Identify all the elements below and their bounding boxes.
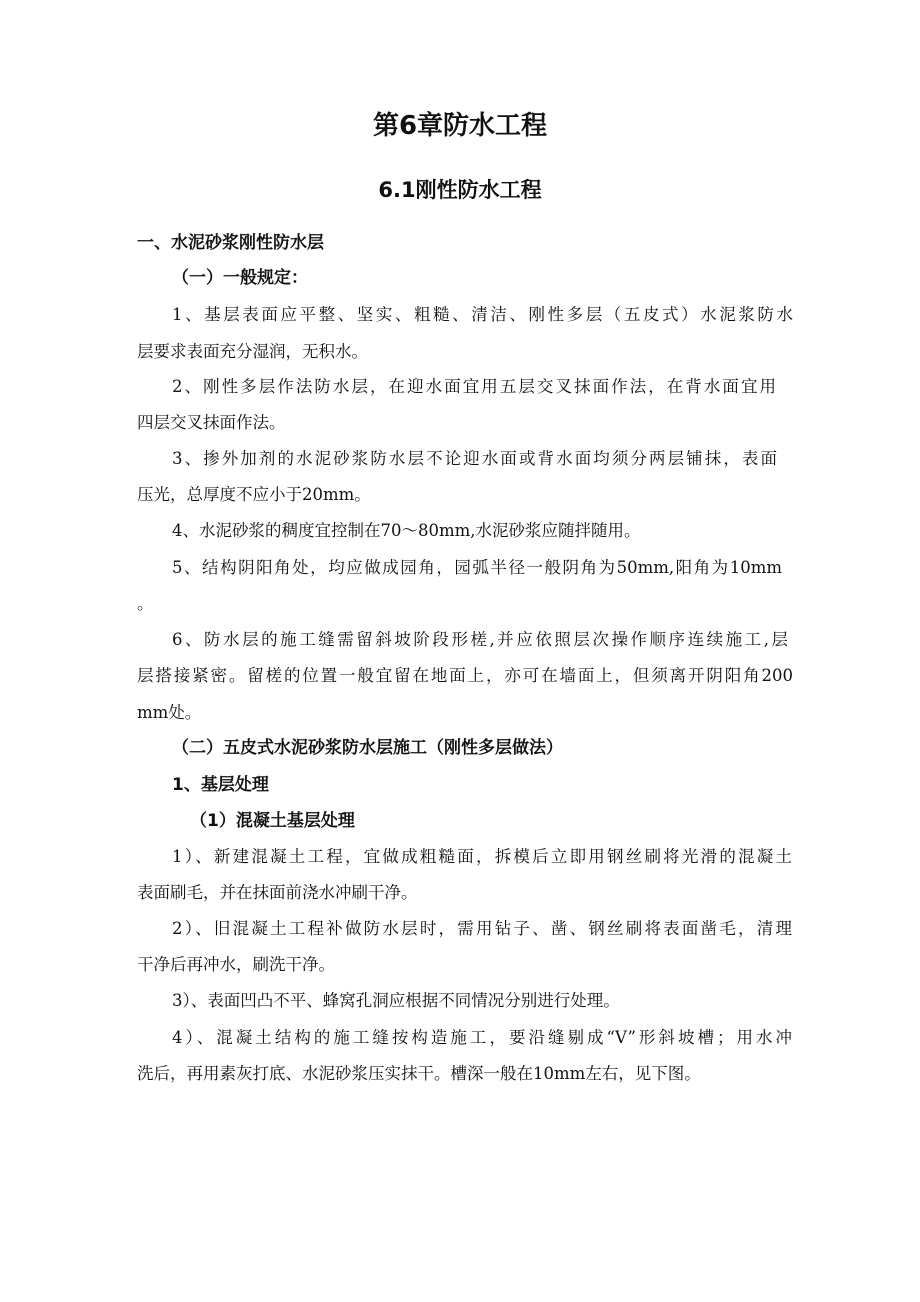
item-3-line-2: 压光，总厚度不应小于20mm。 [137, 485, 371, 504]
step-1-line-1: 1）、新建混凝土工程，宜做成粗糙面，拆模后立即用钢丝刷将光滑的混凝土 [172, 847, 792, 866]
item-1-line-1: 1、基层表面应平整、坚实、粗糙、清洁、刚性多层（五皮式）水泥浆防水 [172, 305, 793, 324]
chapter-title: 第6章防水工程 [372, 111, 548, 141]
item-3-line-1: 3、掺外加剂的水泥砂浆防水层不论迎水面或背水面均须分两层铺抹，表面 [172, 449, 777, 468]
heading-cement-mortar-layer: 一、水泥砂浆刚性防水层 [137, 233, 324, 253]
step-2-line-1: 2）、旧混凝土工程补做防水层时，需用钻子、凿、钢丝刷将表面凿毛，清理 [172, 919, 792, 938]
subheading-general-rules: （一）一般规定： [172, 268, 308, 288]
item-6-line-2: 层搭接紧密。留槎的位置一般宜留在地面上，亦可在墙面上，但须离开阴阳角200 [137, 666, 793, 685]
item-5-line-1: 5、结构阴阳角处，均应做成园角，园弧半径一般阴角为50mm,阳角为10mm [172, 558, 782, 577]
item-6-line-3: mm处。 [137, 703, 202, 722]
subheading-concrete-base-treatment: （1）混凝土基层处理 [190, 811, 355, 831]
item-1-line-2: 层要求表面充分湿润，无积水。 [137, 342, 368, 361]
section-title: 6.1刚性防水工程 [378, 178, 542, 202]
item-6-line-1: 6、防水层的施工缝需留斜坡阶段形槎,并应依照层次操作顺序连续施工,层 [172, 630, 788, 649]
item-5-line-2: 。 [137, 594, 154, 613]
step-1-line-2: 表面刷毛，并在抹面前浇水冲刷干净。 [137, 883, 418, 902]
step-3-line-1: 3）、表面凹凸不平、蜂窝孔洞应根据不同情况分别进行处理。 [172, 991, 620, 1010]
subheading-base-treatment: 1、基层处理 [172, 775, 269, 795]
step-4-line-2: 洗后，再用素灰打底、水泥砂浆压实抹干。槽深一般在10mm左右，见下图。 [137, 1064, 701, 1083]
step-4-line-1: 4）、混凝土结构的施工缝按构造施工，要沿缝剔成“V”形斜坡槽；用水冲 [172, 1028, 792, 1047]
item-2-line-2: 四层交叉抹面作法。 [137, 413, 286, 432]
subheading-five-layer-construction: （二）五皮式水泥砂浆防水层施工（刚性多层做法） [172, 738, 563, 758]
item-4-line-1: 4、水泥砂浆的稠度宜控制在70～80mm,水泥砂浆应随拌随用。 [172, 521, 641, 540]
item-2-line-1: 2、刚性多层作法防水层，在迎水面宜用五层交叉抹面作法，在背水面宜用 [172, 377, 776, 396]
step-2-line-2: 干净后再冲水，刷洗干净。 [137, 955, 335, 974]
